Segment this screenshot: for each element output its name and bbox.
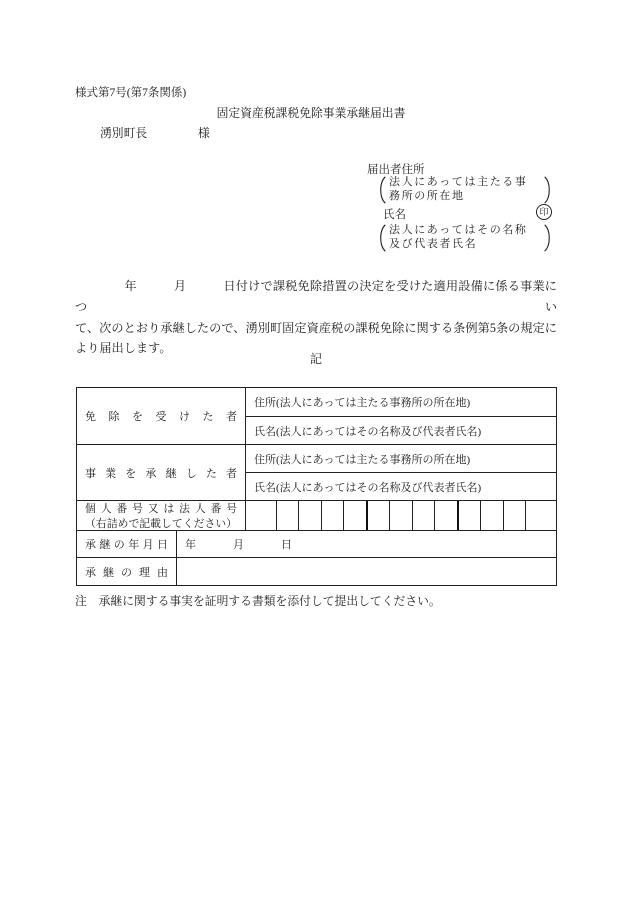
- field-exempted-address: 住所(法人にあっては主たる事務所の所在地): [246, 388, 557, 417]
- addressee-name: 湧別町長: [100, 126, 148, 140]
- declarant-name-note: [377, 224, 553, 252]
- succession-table-lower: [76, 530, 557, 586]
- body-line: 年 月 日付けで課税免除措置の決定を受けた適用設備に係る事業につい: [75, 279, 557, 314]
- bracket-right-icon: [544, 224, 553, 252]
- digit-cell: [321, 501, 344, 532]
- digit-cell: [434, 501, 457, 532]
- bracket-left-icon: [377, 224, 386, 252]
- declarant-address-note: [377, 176, 553, 204]
- body-line: て、次のとおり承継したので、湧別町固定資産税の課税免除に関する条例第5条の規定に: [75, 320, 557, 335]
- digit-cell: [254, 501, 276, 532]
- row-label-succession-date: 承継の年月日: [77, 531, 177, 558]
- note-text: [389, 176, 541, 203]
- form-number: 様式第7号(第7条関係): [75, 87, 187, 99]
- digit-cell: [480, 501, 503, 532]
- footnote: 注 承継に関する事実を証明する書類を添付して提出してください。: [75, 594, 441, 608]
- digit-cell: [298, 501, 321, 532]
- declarant-address-label: 届出者住所: [367, 164, 425, 176]
- note-line: 法人にあっては主たる事: [389, 176, 528, 189]
- seal-mark-icon: 印: [536, 204, 552, 220]
- note-text: [389, 224, 541, 251]
- id-number-label-line: 個人番号又は法人番号: [85, 503, 237, 515]
- digit-cell: [503, 501, 526, 532]
- row-label-id-number: [77, 501, 246, 533]
- page-title: 固定資産税課税免除事業承継届出書: [216, 106, 406, 120]
- digit-cell: [525, 501, 548, 532]
- field-succession-reason: [177, 558, 557, 586]
- declarant-name-label: 氏名: [383, 209, 406, 221]
- succession-table-upper: [76, 387, 557, 533]
- digit-grid: [254, 501, 548, 532]
- body-line: より届出します。: [75, 341, 172, 356]
- digit-cell: [366, 501, 390, 532]
- note-line: 務所の所在地: [389, 190, 465, 202]
- digit-cell: [276, 501, 299, 532]
- bracket-right-icon: [544, 176, 553, 204]
- row-label-exempted-person: 免除を受けた者: [77, 388, 246, 445]
- body-paragraph: [75, 276, 557, 359]
- digit-cell: [412, 501, 435, 532]
- row-label-succession-reason: 承継の理由: [77, 558, 177, 586]
- bracket-left-icon: [377, 176, 386, 204]
- field-exempted-name: 氏名(法人にあってはその名称及び代表者氏名): [246, 417, 557, 445]
- row-label-successor: 事業を承継した者: [77, 445, 246, 501]
- field-succession-date: 年 月 日: [177, 531, 557, 558]
- note-line: 及び代表者氏名: [389, 238, 478, 250]
- note-line: 法人にあってはその名称: [389, 224, 528, 237]
- field-successor-address: 住所(法人にあっては主たる事務所の所在地): [246, 445, 557, 473]
- digit-cell: [389, 501, 412, 532]
- addressee-honorific: 様: [198, 126, 210, 140]
- id-number-label-note: （右詰めで記載してください）: [85, 517, 237, 530]
- digit-cell: [457, 501, 481, 532]
- field-successor-name: 氏名(法人にあってはその名称及び代表者氏名): [246, 473, 557, 501]
- id-number-cell: [246, 501, 557, 533]
- record-heading: 記: [309, 352, 322, 366]
- digit-cell: [343, 501, 366, 532]
